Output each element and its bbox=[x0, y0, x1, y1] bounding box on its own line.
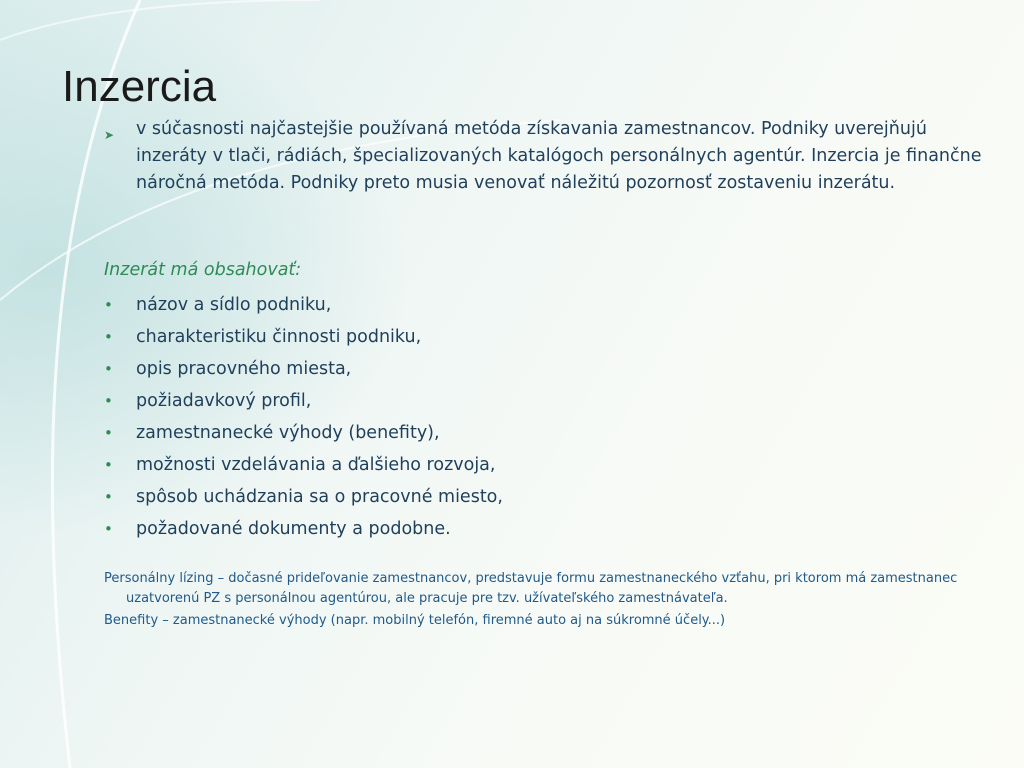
list-item bbox=[104, 481, 984, 513]
list-item-text: požadované dokumenty a podobne. bbox=[136, 519, 451, 539]
subheading: Inzerát má obsahovať: bbox=[104, 260, 302, 280]
arrow-bullet-icon: ➤ bbox=[104, 128, 115, 142]
list-item bbox=[104, 353, 984, 385]
list-item bbox=[104, 417, 984, 449]
slide-title: Inzercia bbox=[62, 62, 217, 111]
note-personal-leasing: Personálny lízing – dočasné prideľovanie zamestnancov, predstavuje formu zamestnaneckého vzťahu, pri ktorom má zamestnanec uzatvorenú PZ s personálnou agentúrou, ale pracuje pre tzv. užívateľského zamestnávateľa. bbox=[104, 571, 958, 606]
requirements-list bbox=[104, 289, 984, 545]
list-item-text: požiadavkový profil, bbox=[136, 391, 312, 411]
list-item-text: spôsob uchádzania sa o pracovné miesto, bbox=[136, 487, 503, 507]
intro-text: v súčasnosti najčastejšie používaná metóda získavania zamestnancov. Podniky uverejňujú inzeráty v tlači, rádiách, špecializovaných katalógoch personálnych agentúr. Inzercia je finančne náročná metóda. Podniky preto musia venovať náležitú pozornosť zostaveniu inzerátu. bbox=[136, 119, 982, 193]
note-benefits: Benefity – zamestnanecké výhody (napr. mobilný telefón, firemné auto aj na súkromné účely...) bbox=[104, 613, 726, 628]
dot-bullet-icon: • bbox=[104, 488, 113, 506]
dot-bullet-icon: • bbox=[104, 392, 113, 410]
list-item bbox=[104, 289, 984, 321]
dot-bullet-icon: • bbox=[104, 424, 113, 442]
list-item bbox=[104, 385, 984, 417]
list-item bbox=[104, 449, 984, 481]
list-item-text: názov a sídlo podniku, bbox=[136, 295, 332, 315]
notes-section bbox=[104, 569, 984, 633]
dot-bullet-icon: • bbox=[104, 328, 113, 346]
dot-bullet-icon: • bbox=[104, 520, 113, 538]
intro-paragraph bbox=[104, 116, 994, 197]
list-item bbox=[104, 321, 984, 353]
dot-bullet-icon: • bbox=[104, 360, 113, 378]
dot-bullet-icon: • bbox=[104, 456, 113, 474]
list-item bbox=[104, 513, 984, 545]
list-item-text: zamestnanecké výhody (benefity), bbox=[136, 423, 440, 443]
list-item-text: možnosti vzdelávania a ďalšieho rozvoja, bbox=[136, 455, 496, 475]
list-item-text: opis pracovného miesta, bbox=[136, 359, 352, 379]
dot-bullet-icon: • bbox=[104, 296, 113, 314]
list-item-text: charakteristiku činnosti podniku, bbox=[136, 327, 422, 347]
